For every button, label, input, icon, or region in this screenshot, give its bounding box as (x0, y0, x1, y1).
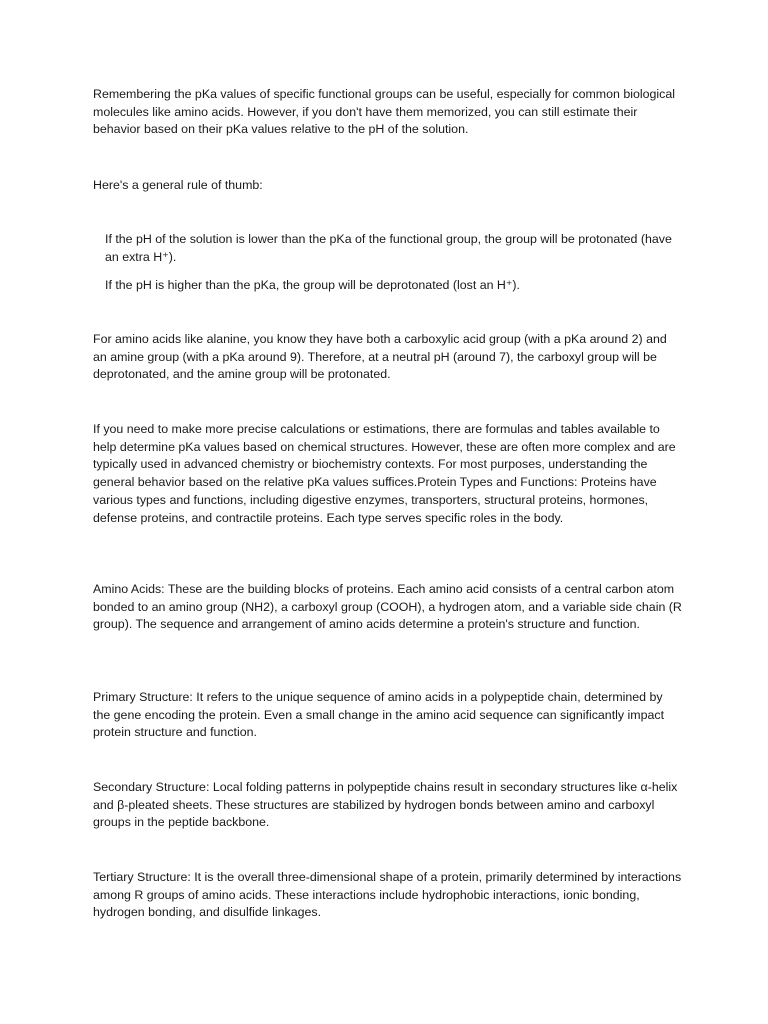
paragraph-rule-of-thumb: Here's a general rule of thumb: (93, 178, 263, 192)
paragraph-secondary-structure: Secondary Structure: Local folding patterns in polypeptide chains result in secondary structures like α-helix and β-pleated sheets. These structures are stabilized by hydrogen bonds between amino and carboxyl groups in the peptide backbone. (93, 780, 678, 830)
paragraph-amino-acids-alanine: For amino acids like alanine, you know they have both a carboxylic acid group (with a pKa around 2) and an amine group (with a pKa around 9). Therefore, at a neutral pH (around 7), the carboxyl group will be deprotonated, and the amine group will be protonated. (93, 332, 667, 382)
paragraph-amino-acids: Amino Acids: These are the building blocks of proteins. Each amino acid consists of a central carbon atom bonded to an amino group (NH2), a carboxyl group (COOH), a hydrogen atom, and a variable side chain (R group). The sequence and arrangement of amino acids determine a protein's structure and function. (93, 582, 682, 632)
paragraph-precise-calculations: If you need to make more precise calculations or estimations, there are formulas and tables available to help determine pKa values based on chemical structures. However, these are often more complex and are typically used in advanced chemistry or biochemistry contexts. For most purposes, understanding the general behavior based on the relative pKa values suffices.Protein Types and Functions: Proteins have various types and functions, including digestive enzymes, transporters, structural proteins, hormones, defense proteins, and contractile proteins. Each type serves specific roles in the body. (93, 422, 676, 525)
paragraph-rule-lower-ph: If the pH of the solution is lower than the pKa of the functional group, the group will be protonated (have an extra H⁺). (105, 232, 672, 264)
paragraph-pka-intro: Remembering the pKa values of specific functional groups can be useful, especially for common biological molecules like amino acids. However, if you don't have them memorized, you can still estimate their behavior based on their pKa values relative to the pH of the solution. (93, 87, 675, 137)
paragraph-primary-structure: Primary Structure: It refers to the unique sequence of amino acids in a polypeptide chain, determined by the gene encoding the protein. Even a small change in the amino acid sequence can significantly impact protein structure and function. (93, 690, 665, 740)
paragraph-tertiary-structure: Tertiary Structure: It is the overall three-dimensional shape of a protein, primarily determined by interactions among R groups of amino acids. These interactions include hydrophobic interactions, ionic bonding, hydrogen bonding, and disulfide linkages. (93, 870, 682, 920)
paragraph-rule-higher-ph: If the pH is higher than the pKa, the group will be deprotonated (lost an H⁺). (105, 278, 520, 292)
